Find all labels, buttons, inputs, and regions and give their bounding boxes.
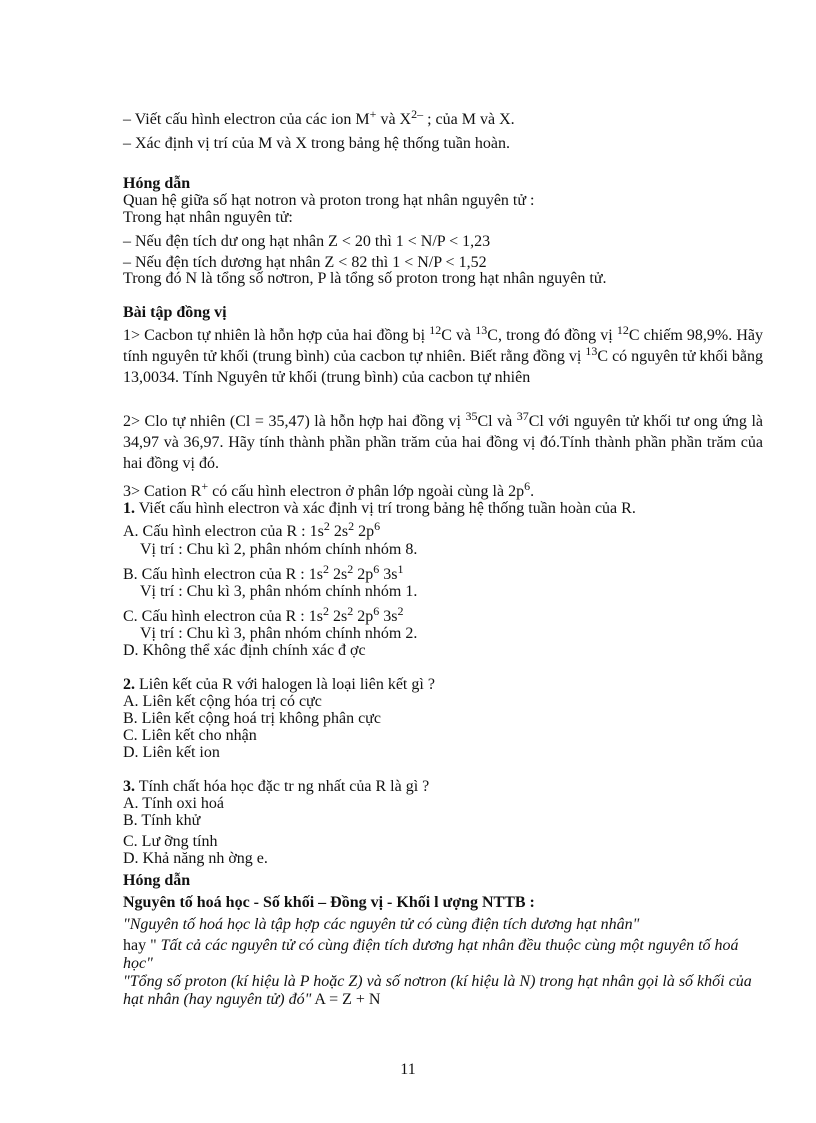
q2-option-d: D. Liên kết ion bbox=[123, 744, 220, 761]
guide2-quote-3: "Tổng số proton (kí hiệu là P hoặc Z) và số nơtron (kí hiệu là N) trong hạt nhân gọi là số khối của hạt nhân (hay nguyên tử) đó" A = Z + N bbox=[123, 973, 752, 1008]
guide1-line-1: Quan hệ giữa số hạt notron và proton trong hạt nhân nguyên tử : bbox=[123, 192, 535, 209]
guide2-quote-1: "Nguyên tố hoá học là tập hợp các nguyên tử có cùng điện tích dương hạt nhân" bbox=[123, 916, 640, 933]
guide1-line-5: Trong đó N là tổng số nơtron, P là tổng số proton trong hạt nhân nguyên tử. bbox=[123, 270, 607, 287]
q2-option-c: C. Liên kết cho nhận bbox=[123, 727, 257, 744]
question-3: 3. Tính chất hóa học đặc tr ng nhất của R là gì ? bbox=[123, 778, 430, 795]
guide2-subheading: Nguyên tố hoá học - Số khối – Đồng vị - Khối l ượng NTTB : bbox=[123, 894, 535, 911]
guide-heading-2: Hóng dẫn bbox=[123, 872, 191, 889]
q1-option-b-position: Vị trí : Chu kì 3, phân nhóm chính nhóm 1. bbox=[140, 583, 418, 600]
guide1-line-4: – Nếu đện tích dương hạt nhân Z < 82 thì 1 < N/P < 1,52 bbox=[123, 254, 487, 271]
question-2: 2. Liên kết của R với halogen là loại liên kết gì ? bbox=[123, 676, 435, 693]
q1-option-b: B. Cấu hình electron của R : $1s^2$ $2s^2$ $2p^6$ $3s^1$ bbox=[123, 562, 404, 583]
isotopes-problem-3: 3> Cation R+ có cấu hình electron ở phân lớp ngoài cùng là $2p^6$. bbox=[123, 479, 535, 500]
q2-option-b: B. Liên kết cộng hoá trị không phân cực bbox=[123, 710, 381, 727]
guide1-line-3: – Nếu đện tích dư ong hạt nhân Z < 20 thì 1 < N/P < 1,23 bbox=[123, 233, 491, 250]
q1-option-a: A. Cấu hình electron của R : $1s^2$ $2s^2$ $2p^6$ bbox=[123, 519, 381, 540]
guide1-line-2: Trong hạt nhân nguyên tử: bbox=[123, 209, 293, 226]
q1-option-c: C. Cấu hình electron của R : $1s^2$ $2s^2$ $2p^6$ $3s^2$ bbox=[123, 604, 404, 625]
q3-option-a: A. Tính oxi hoá bbox=[123, 795, 225, 812]
q3-option-b: B. Tính khử bbox=[123, 812, 201, 829]
guide2-quote-2: hay " Tất cả các nguyên tử có cùng điện tích dương hạt nhân đều thuộc cùng một nguyên tố hoá học" bbox=[123, 937, 739, 972]
intro-line-2: – Xác định vị trí của M và X trong bảng hệ thống tuần hoàn. bbox=[123, 135, 511, 152]
q1-option-d: D. Không thể xác định chính xác đ ợc bbox=[123, 642, 366, 659]
q2-option-a: A. Liên kết cộng hóa trị có cực bbox=[123, 693, 322, 710]
isotopes-problem-1: 1> Cacbon tự nhiên là hỗn hợp của hai đồng bị $^{12}$C và $^{13}$C, trong đó đồng vị $^{12}$C chiếm 98,9%. Hãy tính nguyên tử khối (trung bình) của cacbon tự nhiên. Biết rằng đồng vị $^{13}$C có nguyên tử khối bằng 13,0034. Tính Nguyên tử khối (trung bình) của cacbon tự nhiên bbox=[123, 323, 764, 386]
q1-option-a-position: Vị trí : Chu kì 2, phân nhóm chính nhóm 8. bbox=[140, 541, 418, 558]
q3-option-d: D. Khả năng nh ờng e. bbox=[123, 850, 268, 867]
q3-option-c: C. Lư ỡng tính bbox=[123, 833, 218, 850]
guide-heading-1: Hóng dẫn bbox=[123, 175, 191, 192]
isotopes-heading: Bài tập đồng vị bbox=[123, 304, 227, 321]
page-number: 11 bbox=[400, 1061, 416, 1078]
intro-line-1: – Viết cấu hình electron của các ion M+ và $X^{2-}$ ; của M và X. bbox=[123, 107, 515, 128]
isotopes-problem-2: 2> Clo tự nhiên (Cl = 35,47) là hỗn hợp hai đồng vị $^{35}$Cl và $^{37}$Cl với nguyên tử khối tư ong ứng là 34,97 và 36,97. Hãy tính thành phần phần trăm của hai đồng vị đó.Tính thành phần phần trăm của hai đồng vị đó. bbox=[123, 409, 763, 472]
question-1: 1. Viết cấu hình electron và xác định vị trí trong bảng hệ thống tuần hoàn của R. bbox=[123, 500, 636, 517]
q1-option-c-position: Vị trí : Chu kì 3, phân nhóm chính nhóm 2. bbox=[140, 625, 418, 642]
